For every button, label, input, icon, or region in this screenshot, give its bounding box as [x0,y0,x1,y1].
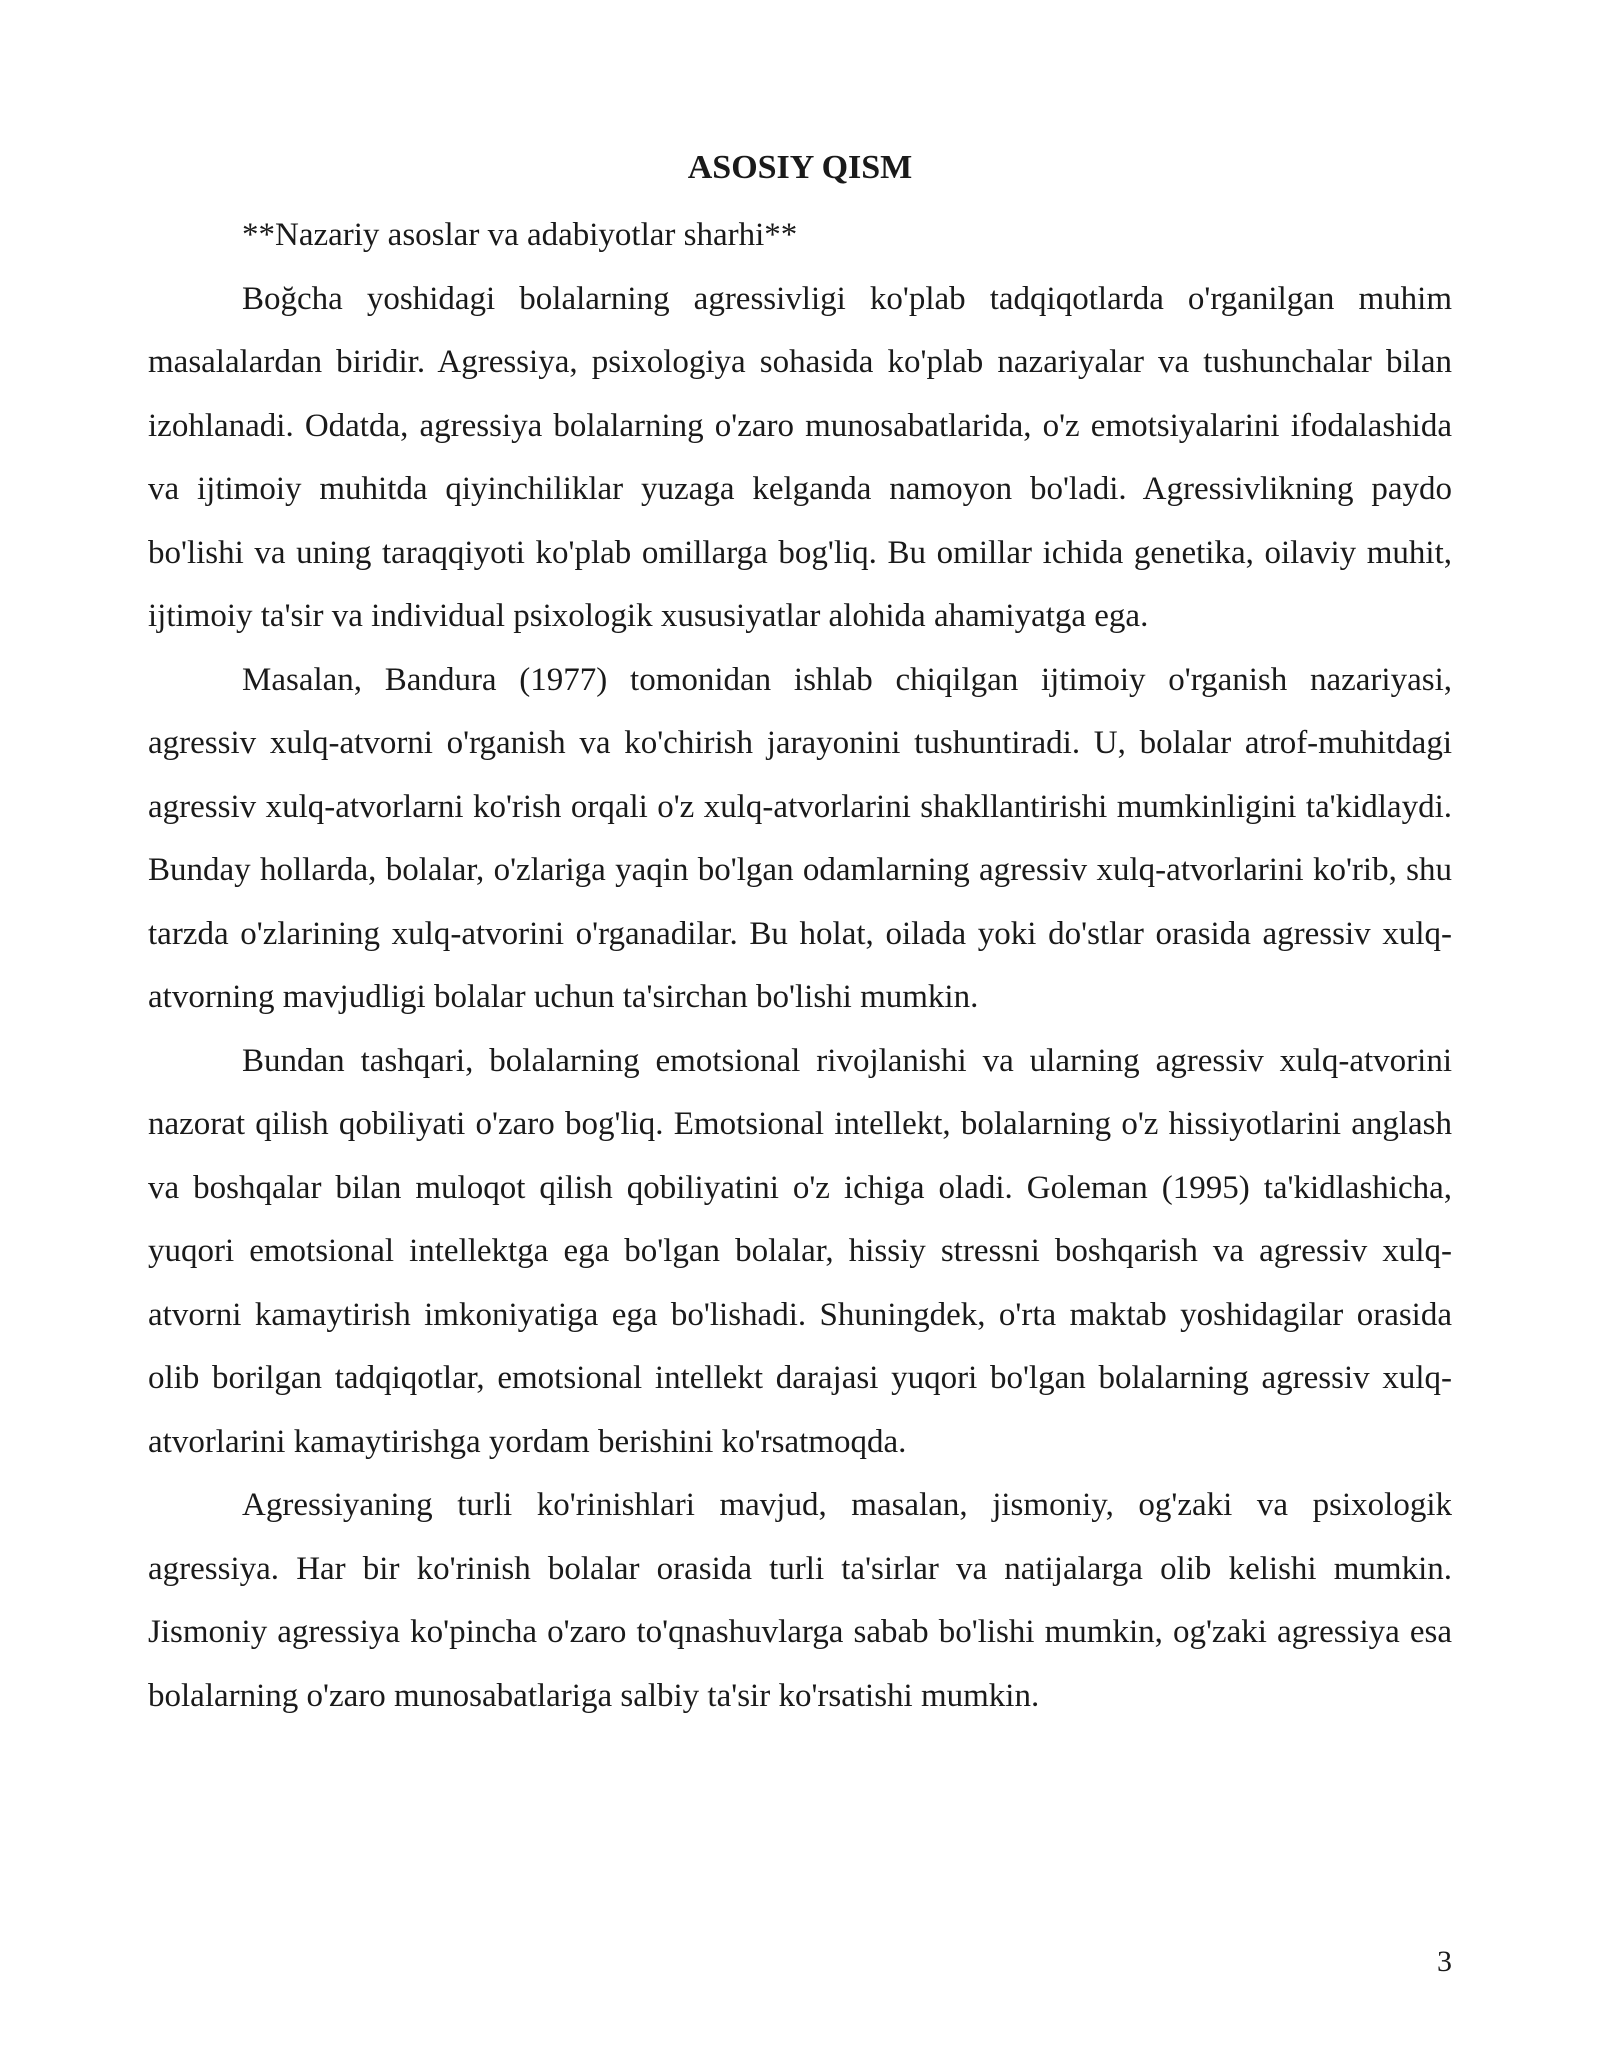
paragraph-3: Bundan tashqari, bolalarning emotsional rivojlanishi va ularning agressiv xulq-atvorini nazorat qilish qobiliyati o'zaro bog'liq. Emotsional intellekt, bolalarning o'z hissiyotlarini anglash va boshqalar bilan muloqot qilish qobiliyatini o'z ichiga oladi. Goleman (1995) ta'kidlashicha, yuqori emotsional intellektga ega bo'lgan bolalar, hissiy stressni boshqarish va agressiv xulq-atvorni kamaytirish imkoniyatiga ega bo'lishadi. Shuningdek, o'rta maktab yoshidagilar orasida olib borilgan tadqiqotlar, emotsional intellekt darajasi yuqori bo'lgan bolalarning agressiv xulq-atvorlarini kamaytirishga yordam berishini ko'rsatmoqda. [148,1042,1452,1460]
subsection-heading: **Nazariy asoslar va adabiyotlar sharhi** [242,217,798,253]
paragraph-2: Masalan, Bandura (1977) tomonidan ishlab chiqilgan ijtimoiy o'rganish nazariyasi, agressiv xulq-atvorni o'rganish va ko'chirish jarayonini tushuntiradi. U, bolalar atrof-muhitdagi agressiv xulq-atvorlarni ko'rish orqali o'z xulq-atvorlarini shakllantirishi mumkinligini ta'kidlaydi. Bunday hollarda, bolalar, o'zlariga yaqin bo'lgan odamlarning agressiv xulq-atvorlarini ko'rib, shu tarzda o'zlarining xulq-atvorini o'rganadilar. Bu holat, oilada yoki do'stlar orasida agressiv xulq-atvorning mavjudligi bolalar uchun ta'sirchan bo'lishi mumkin. [148,661,1452,1015]
paragraph-1: Boğcha yoshidagi bolalarning agressivligi ko'plab tadqiqotlarda o'rganilgan muhim masalalardan biridir. Agressiya, psixologiya sohasida ko'plab nazariyalar va tushunchalar bilan izohlanadi. Odatda, agressiya bolalarning o'zaro munosabatlarida, o'z emotsiyalarini ifodalashida va ijtimoiy muhitda qiyinchiliklar yuzaga kelganda namoyon bo'ladi. Agressivlikning paydo bo'lishi va uning taraqqiyoti ko'plab omillarga bog'liq. Bu omillar ichida genetika, oilaviy muhit, ijtimoiy ta'sir va individual psixologik xususiyatlar alohida ahamiyatga ega. [148,280,1452,634]
paragraph-4: Agressiyaning turli ko'rinishlari mavjud, masalan, jismoniy, og'zaki va psixologik agressiya. Har bir ko'rinish bolalar orasida turli ta'sirlar va natijalarga olib kelishi mumkin. Jismoniy agressiya ko'pincha o'zaro to'qnashuvlarga sabab bo'lishi mumkin, og'zaki agressiya esa bolalarning o'zaro munosabatlariga salbiy ta'sir ko'rsatishi mumkin. [148,1487,1452,1714]
page-number: 3 [1437,1945,1452,1978]
page-content [148,142,1452,1728]
section-heading: ASOSIY QISM [687,149,913,186]
